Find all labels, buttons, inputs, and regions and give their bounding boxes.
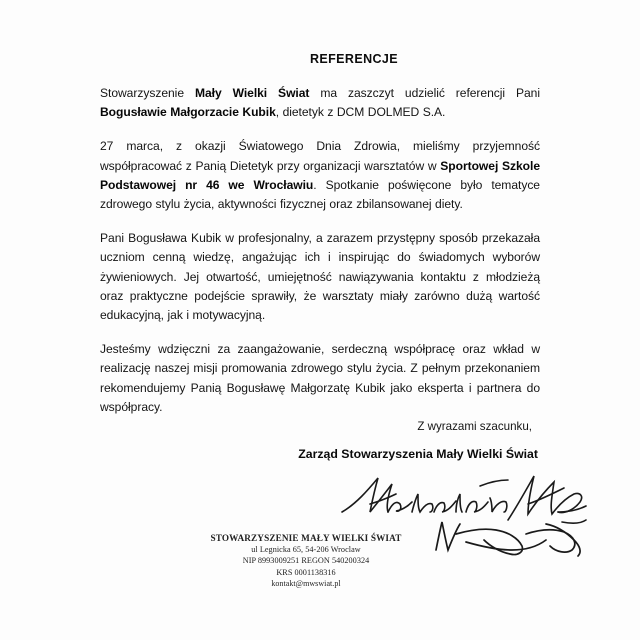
- page-title: REFERENCJE: [309, 52, 399, 66]
- body-text: , dietetyk z DCM DOLMED S.A.: [275, 105, 446, 120]
- closing-block: [100, 420, 540, 461]
- stamp-tax-ids: NIP 8993009251 REGON 540200324: [242, 556, 370, 566]
- signature-second: [426, 516, 586, 562]
- body-text: Pani Bogusława Kubik w profesjonalny, a zarazem przystępny sposób przekazała uczniom cenną wiedzę, angażując ich i inspirując do świadomych wyborów żywieniowych. Jej otwartość, umiejętność nawiązywania kontaktu z młodzieżą oraz praktyczne podejście sprawiły, że warsztaty miały zarówno dużą wartość edukacyjną, jak i motywacyjną.: [100, 231, 540, 323]
- body-text: 27 marca, z okazji Światowego Dnia Zdrowia, mieliśmy przyjemność współpracować z Panią Dietetyk przy organizacji warsztatów w: [100, 139, 540, 173]
- paragraph-cooperation: [100, 137, 540, 214]
- stamp-email: kontakt@mwswiat.pl: [271, 579, 341, 589]
- closing-salutation: Z wyrazami szacunku,: [417, 420, 532, 433]
- emphasis-text: Sportowej Szkole Podstawowej nr 46 we Wrocławiu: [100, 158, 540, 192]
- paragraph-recommendation: [100, 340, 540, 417]
- paragraph-intro: [100, 84, 540, 122]
- emphasis-text: Mały Wielki Świat: [194, 86, 310, 100]
- paragraph-list: [100, 84, 540, 417]
- body-text: Stowarzyszenie: [100, 86, 195, 100]
- stamp-krs: KRS 0001138316: [276, 567, 336, 577]
- closing-board-name: Zarząd Stowarzyszenia Mały Wielki Świat: [298, 447, 538, 461]
- document-body: [100, 52, 540, 417]
- emphasis-text: Bogusławie Małgorzacie Kubik: [100, 105, 276, 120]
- paragraph-evaluation: [100, 229, 540, 325]
- stamp-address: ul Legnicka 65, 54-206 Wroclaw: [251, 545, 361, 554]
- body-text: Jesteśmy wdzięczni za zaangażowanie, serdeczną współpracę oraz wkład w realizację naszej misji promowania zdrowego stylu życia. Z pełnym przekonaniem rekomendujemy Panią Bogusławę Małgorzatę Kubik jako eksperta i partnera do współpracy.: [100, 342, 540, 414]
- stamp-organization: STOWARZYSZENIE MAŁY WIELKI ŚWIAT: [210, 533, 402, 543]
- organization-stamp: [195, 532, 417, 590]
- body-text: ma zaszczyt udzielić referencji Pani: [309, 86, 540, 100]
- body-text: . Spotkanie poświęcone było tematyce zdrowego stylu życia, aktywności fizycznej oraz zbilansowanej diety.: [100, 177, 540, 212]
